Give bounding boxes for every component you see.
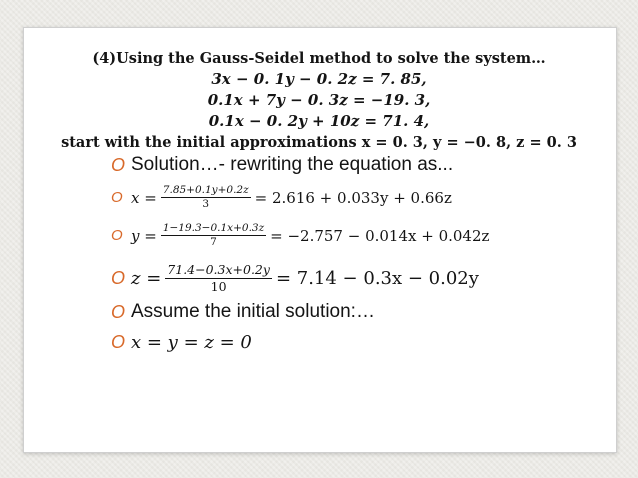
z-fraction — [165, 262, 272, 295]
bullet-icon: O — [111, 301, 126, 322]
x-denominator: 3 — [202, 198, 210, 210]
y-rhs: = −2.757 − 0.014x + 0.042z — [270, 226, 490, 245]
x-lhs: x = — [131, 188, 157, 207]
assume-item — [111, 301, 375, 323]
initial-solution: x = y = z = 0 — [131, 332, 252, 353]
solution-item — [111, 154, 453, 176]
z-lhs: z = — [131, 268, 162, 289]
bullet-icon: O — [111, 268, 126, 288]
y-equation — [131, 222, 489, 249]
initial-solution-item — [111, 332, 252, 353]
x-rhs: = 2.616 + 0.033y + 0.66z — [254, 188, 452, 207]
problem-header — [0, 48, 638, 153]
x-equation-item — [111, 184, 452, 211]
z-numerator: 71.4−0.3x+0.2y — [167, 262, 270, 277]
y-fraction — [161, 222, 266, 249]
bullet-icon: O — [111, 332, 126, 352]
bullet-icon: O — [111, 154, 126, 175]
solution-text: Solution…- rewriting the equation as... — [131, 154, 454, 175]
y-equation-item — [111, 222, 489, 249]
y-denominator: 7 — [210, 236, 217, 248]
bullet-icon: O — [111, 189, 123, 206]
equation-2: 0.1x + 7y − 0. 3z = −19. 3, — [207, 91, 431, 109]
z-rhs: = 7.14 − 0.3x − 0.02y — [275, 268, 479, 289]
equation-1: 3x − 0. 1y − 0. 2z = 7. 85, — [211, 70, 427, 88]
initial-approximations: start with the initial approximations x = 0. 3, y = −0. 8, z = 0. 3 — [61, 134, 577, 151]
x-equation — [131, 184, 452, 211]
y-numerator: 1−19.3−0.1x+0.3z — [162, 222, 265, 234]
problem-title: (4)Using the Gauss-Seidel method to solve the system… — [92, 50, 546, 67]
x-numerator: 7.85+0.1y+0.2z — [162, 184, 249, 196]
z-equation — [131, 262, 479, 295]
equation-3: 0.1x − 0. 2y + 10z = 71. 4, — [208, 112, 430, 130]
z-equation-item — [111, 262, 479, 295]
bullet-icon: O — [111, 227, 123, 244]
x-fraction — [161, 184, 251, 211]
z-denominator: 10 — [210, 279, 227, 294]
y-lhs: y = — [131, 226, 157, 245]
assume-text: Assume the initial solution:… — [131, 301, 375, 322]
